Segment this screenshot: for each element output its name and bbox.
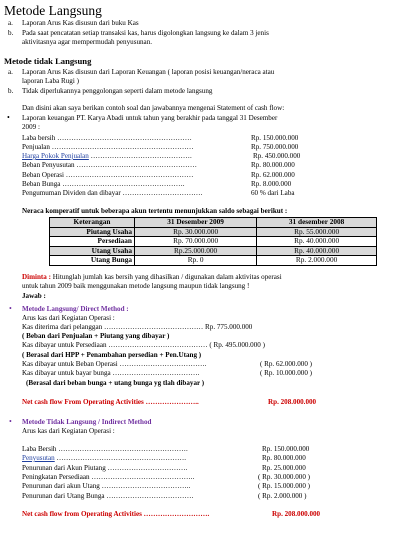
direct-line4-amount: ( Rp. 10.000.000 ): [260, 369, 313, 377]
indirect-label-utang-bunga: Penurunan dari Utang Bunga ……………………………….: [22, 492, 194, 500]
indirect-amount-utang-bunga: ( Rp. 2.000.000 ): [258, 492, 307, 500]
indirect-label-penyusutan: Penyusutan ……………………………………………….: [22, 454, 186, 462]
jawab-label: Jawab :: [22, 292, 46, 300]
indirect-subtitle: Arus kas dari Kegiatan Operasi :: [22, 427, 115, 435]
row-2009: Rp. 0: [135, 256, 257, 266]
income-label-dividen: Pengumuman Dividen dan dibayar …………………………….: [22, 189, 203, 197]
list2-item-a: Laporan Arus Kas disusun dari Laporan Keuangan ( laporan posisi keuangan/neraca atau: [22, 68, 275, 76]
income-amount-penjualan: Rp. 750.000.000: [251, 143, 299, 151]
direct-subtitle: Arus kas dari Kegiatan Operasi :: [22, 314, 115, 322]
direct-line3: Kas dibayar untuk Beban Operasi ……………………………….: [22, 360, 207, 368]
header-2009: 31 Desember 2009: [135, 218, 257, 228]
row-2009: Rp.25.000.000: [135, 246, 257, 256]
header-2008: 31 desember 2008: [257, 218, 377, 228]
bullet-icon: •: [9, 417, 12, 426]
row-label: Piutang Usaha: [50, 227, 135, 237]
income-amount-laba-bersih: Rp. 150.000.000: [251, 134, 299, 142]
hpp-link[interactable]: Harga Pokok Penjualan: [22, 152, 89, 160]
diminta-label: Diminta :: [22, 273, 51, 281]
income-label-penjualan: Penjualan ……………………………………………………: [22, 143, 194, 151]
diminta-line2: untuk tahun 2009 baik menggunakan metode langsung maupun tidak langsung !: [22, 282, 250, 290]
row-2009: Rp. 70.000.000: [135, 237, 257, 247]
income-amount-dividen: 60 % dari Laba: [251, 189, 295, 197]
row-2008: Rp. 55.000.000: [257, 227, 377, 237]
bullet-icon: •: [9, 304, 12, 313]
row-label: Persediaan: [50, 237, 135, 247]
direct-method-title: Metode Langsung/ Direct Method :: [22, 305, 129, 313]
table-row: [50, 237, 377, 247]
income-amount-penyusutan: Rp. 80.000.000: [251, 161, 295, 169]
bullet-icon: •: [7, 113, 10, 122]
indirect-total-label: Net cash flow from Operating Activities ……………………….: [22, 510, 210, 518]
direct-line3-amount: ( Rp. 62.000.000 ): [260, 360, 313, 368]
table-row: [50, 256, 377, 266]
direct-note1: ( Beban dari Penjualan + Piutang yang dibayar ): [22, 332, 170, 340]
header-keterangan: Keterangan: [50, 218, 135, 228]
intro-text: Dan disini akan saya berikan contoh soal dan jawabannya mengenai Statement of cash flow:: [22, 104, 285, 112]
indirect-amount-persediaan: ( Rp. 30.000.000 ): [258, 473, 311, 481]
direct-line4: Kas dibayar untuk bayar bunga ……………………………….: [22, 369, 200, 377]
direct-note3: (Berasal dari beban bunga + utang bunga yg tlah dibayar ): [26, 379, 205, 387]
indirect-total-amount: Rp. 208.000.000: [272, 510, 321, 518]
row-label: Utang Usaha: [50, 246, 135, 256]
income-amount-beban-bunga: Rp. 8.000.000: [251, 180, 292, 188]
penyusutan-link[interactable]: Penyusutan: [22, 454, 55, 462]
direct-total-amount: Rp. 208.000.000: [268, 398, 317, 406]
direct-line1: Kas diterima dari pelanggan …………………………………… Rp. 775.000.000: [22, 323, 253, 331]
report-intro-line2: 2009 :: [22, 123, 40, 131]
direct-total-label: Net cash flow From Operating Activities …………………..: [22, 398, 199, 406]
report-intro-line1: Laporan keuangan PT. Karya Abadi untuk tahun yang berakhir pada tanggal 31 Desember: [22, 114, 278, 122]
income-label-penyusutan: Beban Penyusutan ……………………………………………: [22, 161, 197, 169]
list2-item-b-marker: b.: [8, 87, 14, 95]
row-2008: Rp. 40.000.000: [257, 246, 377, 256]
list1-item-b: Pada saat pencatatan setiap transaksi kas, harus digolongkan langsung ke dalam 3 jenis: [22, 29, 269, 37]
indirect-label-persediaan: Peningkatan Persediaan ……………………………………..: [22, 473, 195, 481]
neraca-table: [49, 217, 377, 266]
neraca-title: Neraca komperatif untuk beberapa akun tertentu menunjukkan saldo sebagai berikut :: [22, 207, 288, 215]
list1-item-a: Laporan Arus Kas disusun dari buku Kas: [22, 19, 139, 27]
indirect-amount-utang: ( Rp. 15.000.000 ): [258, 482, 311, 490]
direct-note2: ( Berasal dari HPP + Penambahan persedian + Pen.Utang ): [22, 351, 202, 359]
row-label: Utang Bunga: [50, 256, 135, 266]
row-2009: Rp. 30.000.000: [135, 227, 257, 237]
row-2008: Rp. 2.000.000: [257, 256, 377, 266]
income-label-beban-operasi: Beban Operasi ………………………………………………: [22, 171, 194, 179]
income-label-hpp: Harga Pokok Penjualan …………………………………….: [22, 152, 192, 160]
income-amount-beban-operasi: Rp. 62.000.000: [251, 171, 295, 179]
income-amount-hpp: Rp. 450.000.000: [253, 152, 301, 160]
indirect-method-title: Metode Tidak Langsung / Indirect Method: [22, 418, 152, 426]
direct-line2: Kas dibayar untuk Persediaan …………………………………… ( Rp. 495.000.000 ): [22, 341, 265, 349]
income-label-laba-bersih: Laba bersih …………………………………………………: [22, 134, 192, 142]
row-2008: Rp. 40.000.000: [257, 237, 377, 247]
list2-item-b: Tidak diperlukannya penggolongan seperti dalam metode langsung: [22, 87, 213, 95]
list1-item-a-marker: a.: [8, 19, 13, 27]
heading-metode-tidak-langsung: Metode tidak Langsung: [4, 56, 92, 66]
indirect-label-laba: Laba Bersih ……………………………………………….: [22, 445, 188, 453]
indirect-label-piutang: Penurunan dari Akun Piutang …………………………….: [22, 464, 188, 472]
list1-item-b-cont: aktivitasnya agar mempermudah penyusunan.: [22, 38, 153, 46]
indirect-amount-penyusutan: Rp. 80.000.000: [262, 454, 306, 462]
indirect-amount-piutang: Rp. 25.000.000: [262, 464, 306, 472]
indirect-amount-laba: Rp. 150.000.000: [262, 445, 310, 453]
list2-item-a-marker: a.: [8, 68, 13, 76]
indirect-label-utang: Penurunan dari akun Utang ………………………………..: [22, 482, 191, 490]
income-label-beban-bunga: Beban Bunga …………………………………………….: [22, 180, 185, 188]
table-header-row: [50, 218, 377, 228]
heading-metode-langsung: Metode Langsung: [4, 3, 102, 18]
list2-item-a-cont: laporan Laba Rugi ): [22, 77, 79, 85]
list1-item-b-marker: b.: [8, 29, 14, 37]
diminta-line1: Diminta : Hitunglah jumlah kas bersih yang dihasilkan / digunakan dalam aktivitas operasi: [22, 273, 282, 281]
